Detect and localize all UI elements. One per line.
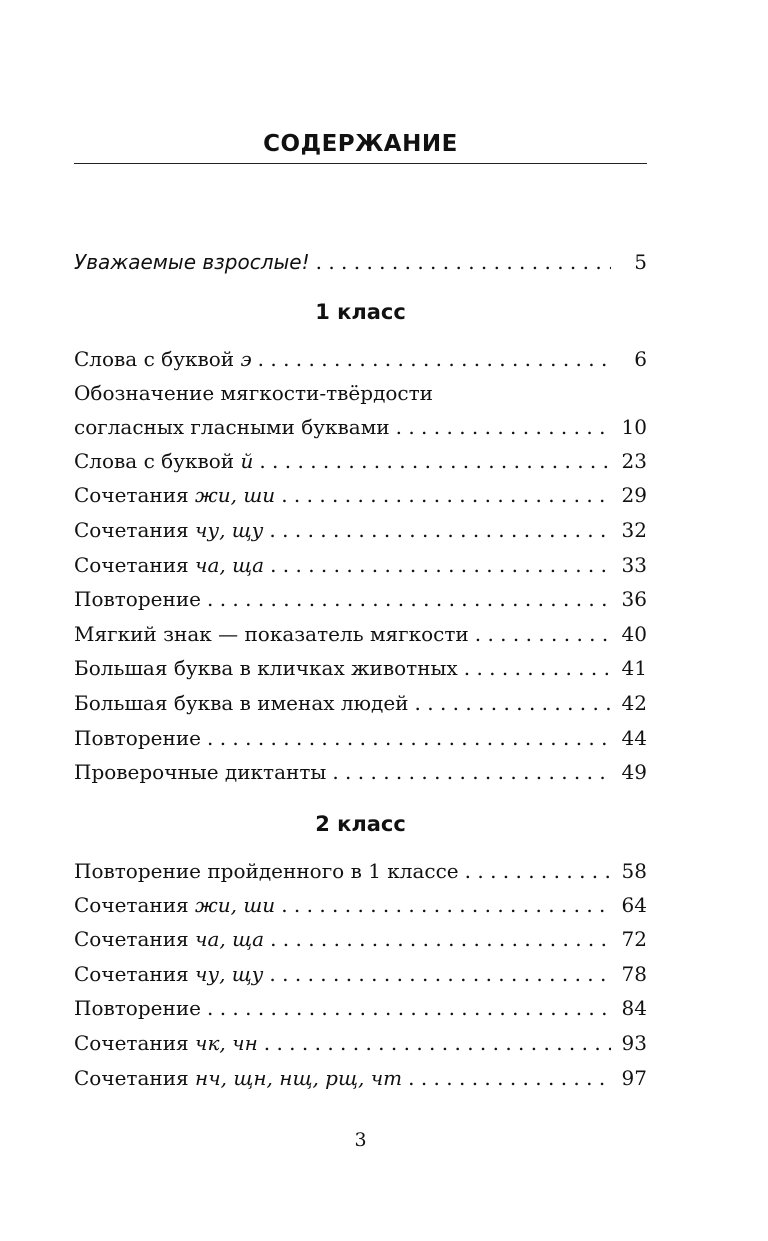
toc-entry — [74, 1061, 647, 1095]
toc-entry — [74, 617, 647, 651]
toc-entry — [74, 342, 647, 376]
leader-dots — [396, 410, 611, 444]
toc-page-number: 78 — [621, 962, 647, 986]
page-number: 3 — [354, 1129, 367, 1151]
section-heading-1: 1 класс — [315, 300, 406, 324]
toc-entry-text: Проверочные диктанты — [74, 760, 327, 784]
leader-dots — [270, 922, 611, 956]
page-title: СОДЕРЖАНИЕ — [263, 131, 458, 157]
toc-entry — [74, 755, 647, 789]
leader-dots — [475, 617, 611, 651]
toc-entry-text: Повторение — [74, 996, 201, 1020]
leader-dots — [464, 651, 611, 685]
toc-entry-text: Сочетания нч, щн, нщ, рщ, чт — [74, 1066, 403, 1090]
toc-entry-text: Мягкий знак — показатель мягкости — [74, 622, 469, 646]
toc-entry-text: согласных гласными буквами — [74, 415, 390, 439]
toc-entry-text: Большая буква в кличках животных — [74, 656, 458, 680]
toc-page-number: 36 — [621, 587, 647, 611]
toc-page-number: 5 — [634, 250, 647, 274]
toc-entry — [74, 548, 647, 582]
toc-entry-text: Сочетания жи, ши — [74, 893, 276, 917]
toc-page — [74, 0, 647, 1241]
toc-page-number: 40 — [621, 622, 647, 646]
toc-entry — [74, 651, 647, 685]
toc-entry-text: Сочетания чу, щу — [74, 518, 264, 542]
toc-entry — [74, 854, 647, 888]
leader-dots — [332, 755, 611, 789]
toc-page-number: 49 — [621, 760, 647, 784]
toc-entry — [74, 478, 647, 512]
leader-dots — [258, 342, 611, 376]
toc-entry-text: Сочетания ча, ща — [74, 553, 265, 577]
toc-page-number: 41 — [621, 656, 647, 680]
toc-page-number: 42 — [621, 691, 647, 715]
toc-entry-text: Повторение — [74, 726, 201, 750]
toc-entry-text: Сочетания жи, ши — [74, 483, 276, 507]
toc-page-number: 33 — [621, 553, 647, 577]
toc-page-number: 44 — [621, 726, 647, 750]
toc-entry-line — [74, 376, 647, 410]
leader-dots — [207, 721, 611, 755]
leader-dots — [270, 548, 611, 582]
toc-entry-text: Уважаемые взрослые! — [74, 250, 310, 274]
leader-dots — [415, 686, 611, 720]
toc-page-number: 32 — [621, 518, 647, 542]
toc-entry-text: Обозначение мягкости-твёрдости — [74, 381, 434, 405]
toc-page-number: 72 — [621, 927, 647, 951]
leader-dots — [207, 582, 611, 616]
toc-entry — [74, 513, 647, 547]
toc-entry-text: Большая буква в именах людей — [74, 691, 409, 715]
leader-dots — [281, 888, 611, 922]
toc-entry — [74, 444, 647, 478]
toc-entry — [74, 410, 647, 444]
toc-entry — [74, 991, 647, 1025]
title-divider — [74, 163, 647, 164]
toc-page-number: 58 — [621, 859, 647, 883]
toc-page-number: 84 — [621, 996, 647, 1020]
leader-dots — [281, 478, 611, 512]
leader-dots — [259, 444, 611, 478]
toc-page-number: 97 — [621, 1066, 647, 1090]
leader-dots — [316, 245, 611, 279]
toc-page-number: 29 — [621, 483, 647, 507]
toc-entry — [74, 582, 647, 616]
leader-dots — [269, 957, 611, 991]
toc-page-number: 93 — [621, 1031, 647, 1055]
leader-dots — [207, 991, 611, 1025]
toc-page-number: 64 — [621, 893, 647, 917]
toc-entry — [74, 957, 647, 991]
toc-page-number: 23 — [621, 449, 647, 473]
toc-entry-text: Повторение пройденного в 1 классе — [74, 859, 459, 883]
toc-entry — [74, 686, 647, 720]
leader-dots — [465, 854, 611, 888]
toc-entry-text: Повторение — [74, 587, 201, 611]
toc-entry — [74, 1026, 647, 1060]
toc-entry-text: Сочетания чу, щу — [74, 962, 264, 986]
leader-dots — [264, 1026, 611, 1060]
toc-entry — [74, 721, 647, 755]
toc-entry — [74, 922, 647, 956]
leader-dots — [269, 513, 611, 547]
toc-entry-text: Сочетания ча, ща — [74, 927, 265, 951]
toc-entry-intro — [74, 245, 647, 279]
section-heading-2: 2 класс — [315, 812, 406, 836]
toc-entry — [74, 888, 647, 922]
leader-dots — [408, 1061, 611, 1095]
toc-page-number: 6 — [634, 347, 647, 371]
toc-page-number: 10 — [621, 415, 647, 439]
toc-entry-text: Сочетания чк, чн — [74, 1031, 258, 1055]
toc-entry-text: Слова с буквой й — [74, 449, 254, 473]
toc-entry-text: Слова с буквой э — [74, 347, 252, 371]
